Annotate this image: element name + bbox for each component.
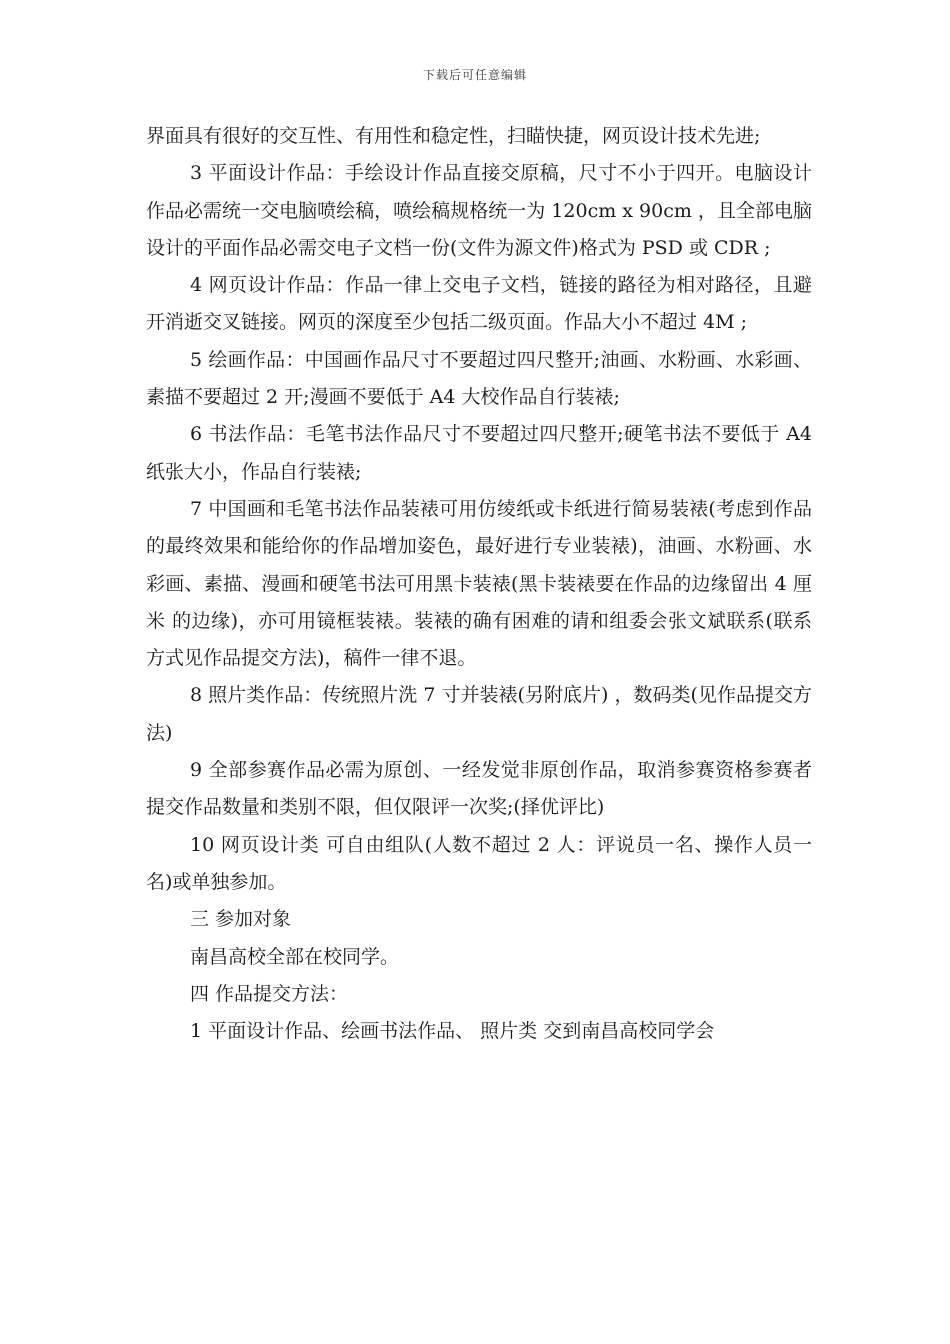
paragraph: 1 平面设计作品、绘画书法作品、 照片类 交到南昌高校同学会 (190, 1020, 715, 1043)
paragraph: 6 书法作品：毛笔书法作品尺寸不要超过四尺整开;硬笔书法不要低于 A4 纸张大小，作品自行装裱; (146, 423, 812, 483)
paragraph: 9 全部参赛作品必需为原创、一经发觉非原创作品，取消参赛资格参赛者提交作品数量和类别不限，但仅限评一次奖;(择优评比) (146, 759, 812, 819)
paragraph: 3 平面设计作品：手绘设计作品直接交原稿，尺寸不小于四开。电脑设计作品必需统一交电脑喷绘稿，喷绘稿规格统一为 120cm x 90cm ，且全部电脑设计的平面作品必需交电子文档一份(文件为源文件)格式为 PSD 或 CDR ; (146, 162, 812, 259)
document-body (146, 118, 812, 1050)
paragraph: 4 网页设计作品：作品一律上交电子文档，链接的路径为相对路径，且避开消逝交叉链接。网页的深度至少包括二级页面。作品大小不超过 4M ; (146, 274, 812, 334)
paragraph: 8 照片类作品：传统照片洗 7 寸并装裱(另附底片) ，数码类(见作品提交方法) (146, 684, 812, 744)
paragraph: 10 网页设计类 可自由组队(人数不超过 2 人：评说员一名、操作人员一名)或单独参加。 (146, 833, 812, 893)
section-heading: 四 作品提交方法： (190, 982, 349, 1005)
paragraph: 5 绘画作品：中国画作品尺寸不要超过四尺整开;油画、水粉画、水彩画、素描不要超过 2 开;漫画不要低于 A4 大校作品自行装裱; (146, 348, 812, 409)
paragraph: 南昌高校全部在校同学。 (190, 945, 400, 968)
section-heading: 三 参加对象 (190, 908, 292, 931)
page-header: 下载后可任意编辑 (422, 68, 527, 82)
paragraph: 7 中国画和毛笔书法作品装裱可用仿绫纸或卡纸进行简易装裱(考虑到作品的最终效果和能给你的作品增加姿色，最好进行专业装裱)，油画、水粉画、水彩画、素描、漫画和硬笔书法可用黑卡装裱(黑卡装裱要在作品的边缘留出 4 厘米 的边缘)，亦可用镜框装裱。装裱的确有困难的请和组委会张文斌联系(联系方式见作品提交方法)，稿件一律不退。 (146, 497, 812, 670)
paragraph: 界面具有很好的交互性、有用性和稳定性，扫瞄快捷，网页设计技术先进; (146, 125, 761, 147)
